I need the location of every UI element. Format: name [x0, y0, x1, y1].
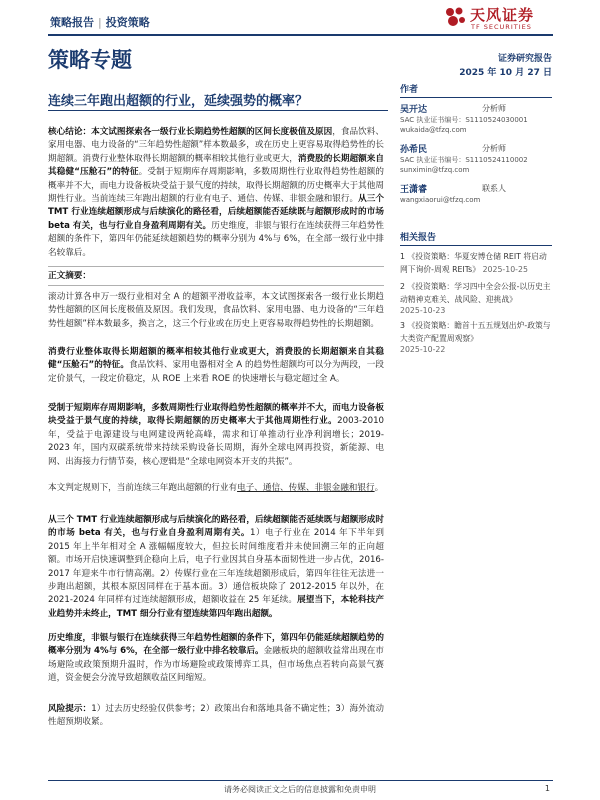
- author-name: 王潇睿: [400, 185, 428, 195]
- author-email[interactable]: wukaida@tfzq.com: [400, 126, 467, 134]
- p4-lead: 本文判定规则下，当前连续三年跑出超额的行业有: [48, 483, 238, 493]
- author-role: 分析师: [482, 104, 506, 113]
- related-item-text[interactable]: 1 《投资策略：华夏安博仓储 REIT 将启动网下询价-周观 REITs》: [400, 252, 547, 274]
- author-card: [400, 142, 552, 182]
- logo-name: 天风证券: [470, 6, 535, 24]
- logo-mark-icon: [444, 6, 466, 28]
- page-title: 策略专题: [48, 48, 132, 72]
- paragraph-6: [48, 632, 384, 686]
- paragraph-1: [48, 291, 384, 331]
- p4-list: 电子、通信、传媒、非银金融和银行: [237, 483, 375, 493]
- p2-bold: 消费行业整体取得长期超额的概率相较其他行业或更大，消费股的长期超额来自其稳健“压舱石”的特征。: [48, 347, 384, 371]
- p5-bold2: 展望当下，本轮科技产业趋势并未终止，TMT 细分行业有望连续第四年跑出超额。: [48, 595, 384, 619]
- p6-bold: 历史维度，非银与银行在连续获得三年趋势性超额的条件下，第四年仍能延续超额趋势的概率分别为 4%与 6%，在全部一级行业中排名较靠后。: [48, 633, 384, 657]
- page-number: 1: [544, 784, 550, 793]
- p3-rest: 2003-2010 年，受益于电源建设与电网建设两轮高峰，需求和订单推动行业净利润增长；2019-2023 年，国内双碳系统带来持续采购设备长周期，海外全球电网再投资，新能源、电网、出海接力行情节奏，核心逻辑是“全球电网资本开支的共振”。: [48, 416, 384, 467]
- core-s3: 消费股的长期超额来自其稳健“压舱石”的特征: [48, 153, 384, 178]
- author-cert: SAC 执业证书编号：S1110524030001: [400, 116, 528, 124]
- p1-text: 滚动计算各申万一级行业相对全 A 的超额平滑收益率，本文试图探索各一级行业长期趋势性超额的区间长度极值及原因。我们发现，食品饮料、家用电器、电力设备的“三年趋势性超额”样本数最多，换言之，这三个行业或在历史上更容易取得趋势性的长期超额。: [48, 292, 384, 329]
- report-date: 2025 年 10 月 27 日: [459, 68, 552, 78]
- report-subtitle: 连续三年跑出超额的行业，延续强势的概率？: [48, 94, 309, 109]
- related-section: [400, 230, 552, 354]
- paragraph-5: [48, 514, 384, 621]
- core-s1: 本文试图探索各一级行业长期趋势性超额的区间长度极值及原因: [91, 127, 333, 137]
- related-rule: [400, 245, 552, 246]
- authors-title: 作者: [400, 85, 419, 95]
- author-role: 分析师: [482, 144, 506, 153]
- summary-title: 正文摘要：: [48, 271, 91, 281]
- related-item-text[interactable]: 2 《投资策略：学习四中全会公报-以历史主动精神克难关、战风险、迎挑战》: [400, 282, 551, 304]
- related-item-date: 2025-10-23: [400, 306, 446, 315]
- logo-en: TF SECURITIES: [471, 23, 532, 31]
- header-rule: [48, 34, 553, 36]
- related-item-text[interactable]: 3 《投资策略：瞻首十五五规划出炉-政策与大类资产配置周观察》: [400, 321, 551, 343]
- core-s4: 。受制于短期库存周期影响，多数周期性行业取得趋势性超额的概率并不大，而电力设备板块受益于景气度的持续，取得长期超额的历史概率大于其他周期性行业。当前连续三年跑出超额的行业有电子、通信、传媒、非银金融和银行。: [48, 167, 384, 205]
- subtitle-rule: [48, 110, 388, 111]
- report-type: 策略报告: [50, 16, 94, 29]
- author-name: 孙希民: [400, 145, 428, 155]
- core-s6: 历史维度，非银与银行在连续获得三年趋势性超额的条件下，第四年仍能延续超额趋势的概率分别为 4%与 6%，在全部一级行业中排名较靠后。: [48, 220, 384, 258]
- core-s5: 从三个 TMT 行业连续超额形成与后续演化的路径看，后续超额能否延续既与超额形成时的市场 beta 有关，也与行业自身盈利周期有关。: [48, 194, 384, 231]
- paragraph-2: [48, 346, 384, 386]
- report-subtype: 投资策略: [105, 16, 150, 29]
- footer-rule: [48, 780, 553, 781]
- p5-rest: 1）电子行业在 2014 年下半年到 2015 年上半年相对全 A 涨幅幅度较大，但拉长时间维度看并未使回溯三年的正向超额。市场开启快速调整到企稳向上后，电子行业因其自身基本面韧性进一步占优，2016-2017 年迎来牛市行情高潮。2）传媒行业在三年连续超额形成后，第四年往往无法进一步跑出超额，其根本原因同样在于基本面。3）通信板块除了 2012-2015 年以外，在 2021-2024 年同样有过连续超额形成，超额收益在 25 年延续。: [48, 528, 384, 606]
- core-s2: ，食品饮料、家用电器、电力设备的“三年趋势性超额”样本数最多，或在历史上更容易取得趋势性的长期超额。消费行业整体取得长期超额的概率相较其他行业或更大，: [48, 127, 384, 164]
- logo: [444, 4, 554, 32]
- author-cert: SAC 执业证书编号：S1110524110002: [400, 156, 528, 164]
- p3-bold: 受制于短期库存周期影响，多数周期性行业取得趋势性超额的概率并不大，而电力设备板块受益于景气度的持续，取得长期超额的历史概率大于其他周期性行业。: [48, 403, 384, 427]
- brand-info: [459, 52, 552, 80]
- core-label: 核心结论：: [48, 127, 92, 137]
- related-item[interactable]: [400, 319, 552, 354]
- p2-rest: 食品饮料、家用电器相对全 A 的趋势性超额均可以分为两段，一段定价景气，一段定价稳定，从 ROE 上来看 ROE 的快速增长与稳定超过全 A。: [48, 360, 385, 384]
- related-item[interactable]: [400, 280, 552, 315]
- authors-section: [400, 82, 552, 210]
- report-category: [50, 14, 150, 30]
- section-rule: [48, 285, 384, 286]
- related-title: 相关报告: [400, 233, 437, 243]
- related-item-date: 2025-10-25: [482, 265, 528, 274]
- risk-text: 1）过去历史经验仅供参考；2）政策出台和落地具备不确定性；3）海外流动性超预期收紧。: [48, 704, 384, 728]
- authors-rule: [400, 97, 552, 98]
- core-conclusion: [48, 126, 384, 260]
- author-email[interactable]: sunximin@tfzq.com: [400, 166, 470, 174]
- footer-disclaimer: 请务必阅读正文之后的信息披露和免责申明: [224, 785, 376, 794]
- risk-note: [48, 703, 384, 730]
- related-item[interactable]: [400, 250, 552, 276]
- p4-end: 。: [374, 483, 384, 493]
- risk-label: 风险提示：: [48, 704, 92, 714]
- paragraph-3: [48, 402, 384, 469]
- p5-bold: 从三个 TMT 行业连续超额形成与后续演化的路径看，后续超额能否延续既与超额形成时的市场 beta 有关，也与行业自身盈利周期有关。: [48, 515, 384, 539]
- separator: |: [98, 16, 102, 29]
- author-name: 吴开达: [400, 105, 428, 115]
- paragraph-4: [48, 482, 384, 495]
- section-rule: [48, 266, 384, 267]
- author-card: [400, 182, 552, 210]
- author-email[interactable]: wangxiaorui@tfzq.com: [400, 196, 481, 204]
- brand-org: 证券研究报告: [497, 54, 552, 64]
- p6-rest: 金融板块的超额收益常出现在市场避险或政策预期升温时，作为市场避险或政策博弈工具，但市场焦点若转向高景气赛道，资金便会分流导致超额收益区间缩短。: [48, 646, 384, 684]
- related-item-date: 2025-10-22: [400, 345, 446, 354]
- author-role: 联系人: [482, 184, 506, 193]
- author-card: [400, 102, 552, 142]
